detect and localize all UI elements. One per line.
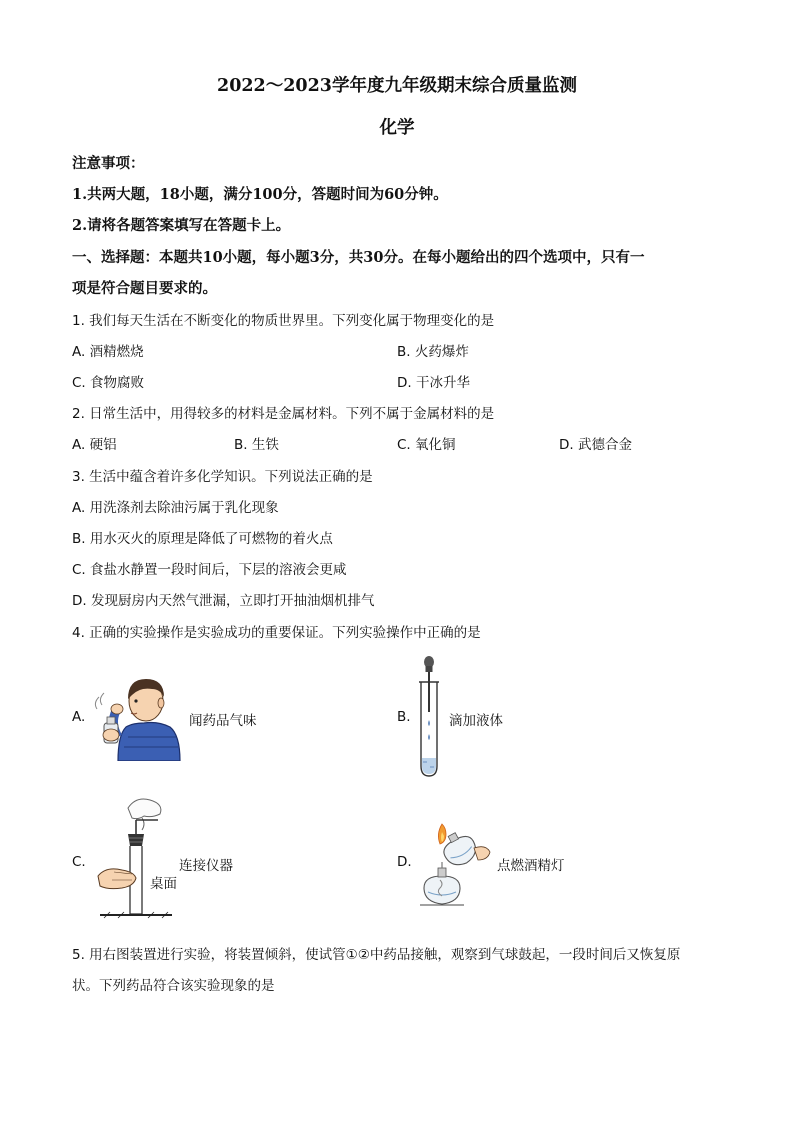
notice-item-2: 2.请将各题答案填写在答题卡上。 xyxy=(72,217,291,234)
q1-option-c: C. 食物腐败 xyxy=(72,375,145,391)
q1-stem: 1. 我们每天生活在不断变化的物质世界里。下列变化属于物理变化的是 xyxy=(72,313,495,329)
q2-stem: 2. 日常生活中，用得较多的材料是金属材料。下列不属于金属材料的是 xyxy=(72,406,495,422)
q4-option-c-caption: 连接仪器 xyxy=(179,858,233,874)
section1-heading-line2: 项是符合题目要求的。 xyxy=(72,280,217,297)
subject-title: 化学 xyxy=(379,118,415,138)
q2-option-a: A. 硬铝 xyxy=(72,437,117,453)
q3-option-a: A. 用洗涤剂去除油污属于乳化现象 xyxy=(72,500,279,516)
q3-option-d: D. 发现厨房内天然气泄漏，立即打开抽油烟机排气 xyxy=(72,593,375,609)
notice-item-1: 1.共两大题，18小题，满分100分，答题时间为60分钟。 xyxy=(72,186,448,203)
q2-option-c: C. 氧化铜 xyxy=(397,437,456,453)
q4-stem: 4. 正确的实验操作是实验成功的重要保证。下列实验操作中正确的是 xyxy=(72,625,481,641)
q4-option-a-caption: 闻药品气味 xyxy=(189,713,257,729)
q5-stem-line1: 5. 用右图装置进行实验，将装置倾斜，使试管①②中药品接触，观察到气球鼓起，一段时间后又恢复原 xyxy=(72,947,681,963)
section1-heading-line1: 一、选择题：本题共10小题，每小题3分，共30分。在每小题给出的四个选项中，只有一 xyxy=(72,249,645,266)
connecting-apparatus-illustration xyxy=(92,794,176,922)
q4-option-b-letter: B. xyxy=(397,709,411,725)
q3-option-b: B. 用水灭火的原理是降低了可燃物的着火点 xyxy=(72,531,333,547)
dropper-test-tube-illustration xyxy=(412,654,446,778)
q3-option-c: C. 食盐水静置一段时间后，下层的溶液会更咸 xyxy=(72,562,347,578)
alcohol-lamp-illustration xyxy=(412,818,492,910)
q1-option-d: D. 干冰升华 xyxy=(397,375,470,391)
q4-option-c-table-label: 桌面 xyxy=(150,876,177,892)
q4-option-d-letter: D. xyxy=(397,854,412,870)
q4-option-b-caption: 滴加液体 xyxy=(449,713,503,729)
q3-stem: 3. 生活中蕴含着许多化学知识。下列说法正确的是 xyxy=(72,469,373,485)
smelling-boy-illustration xyxy=(88,665,184,761)
notice-heading: 注意事项： xyxy=(72,155,145,172)
q4-option-d-caption: 点燃酒精灯 xyxy=(497,858,565,874)
q1-option-b: B. 火药爆炸 xyxy=(397,344,469,360)
q4-option-a-letter: A. xyxy=(72,709,86,725)
q2-option-b: B. 生铁 xyxy=(234,437,279,453)
exam-title: 2022～2023学年度九年级期末综合质量监测 xyxy=(217,76,577,96)
q4-option-c-letter: C. xyxy=(72,854,86,870)
q1-option-a: A. 酒精燃烧 xyxy=(72,344,144,360)
q5-stem-line2: 状。下列药品符合该实验现象的是 xyxy=(72,978,275,994)
q2-option-d: D. 武德合金 xyxy=(559,437,632,453)
